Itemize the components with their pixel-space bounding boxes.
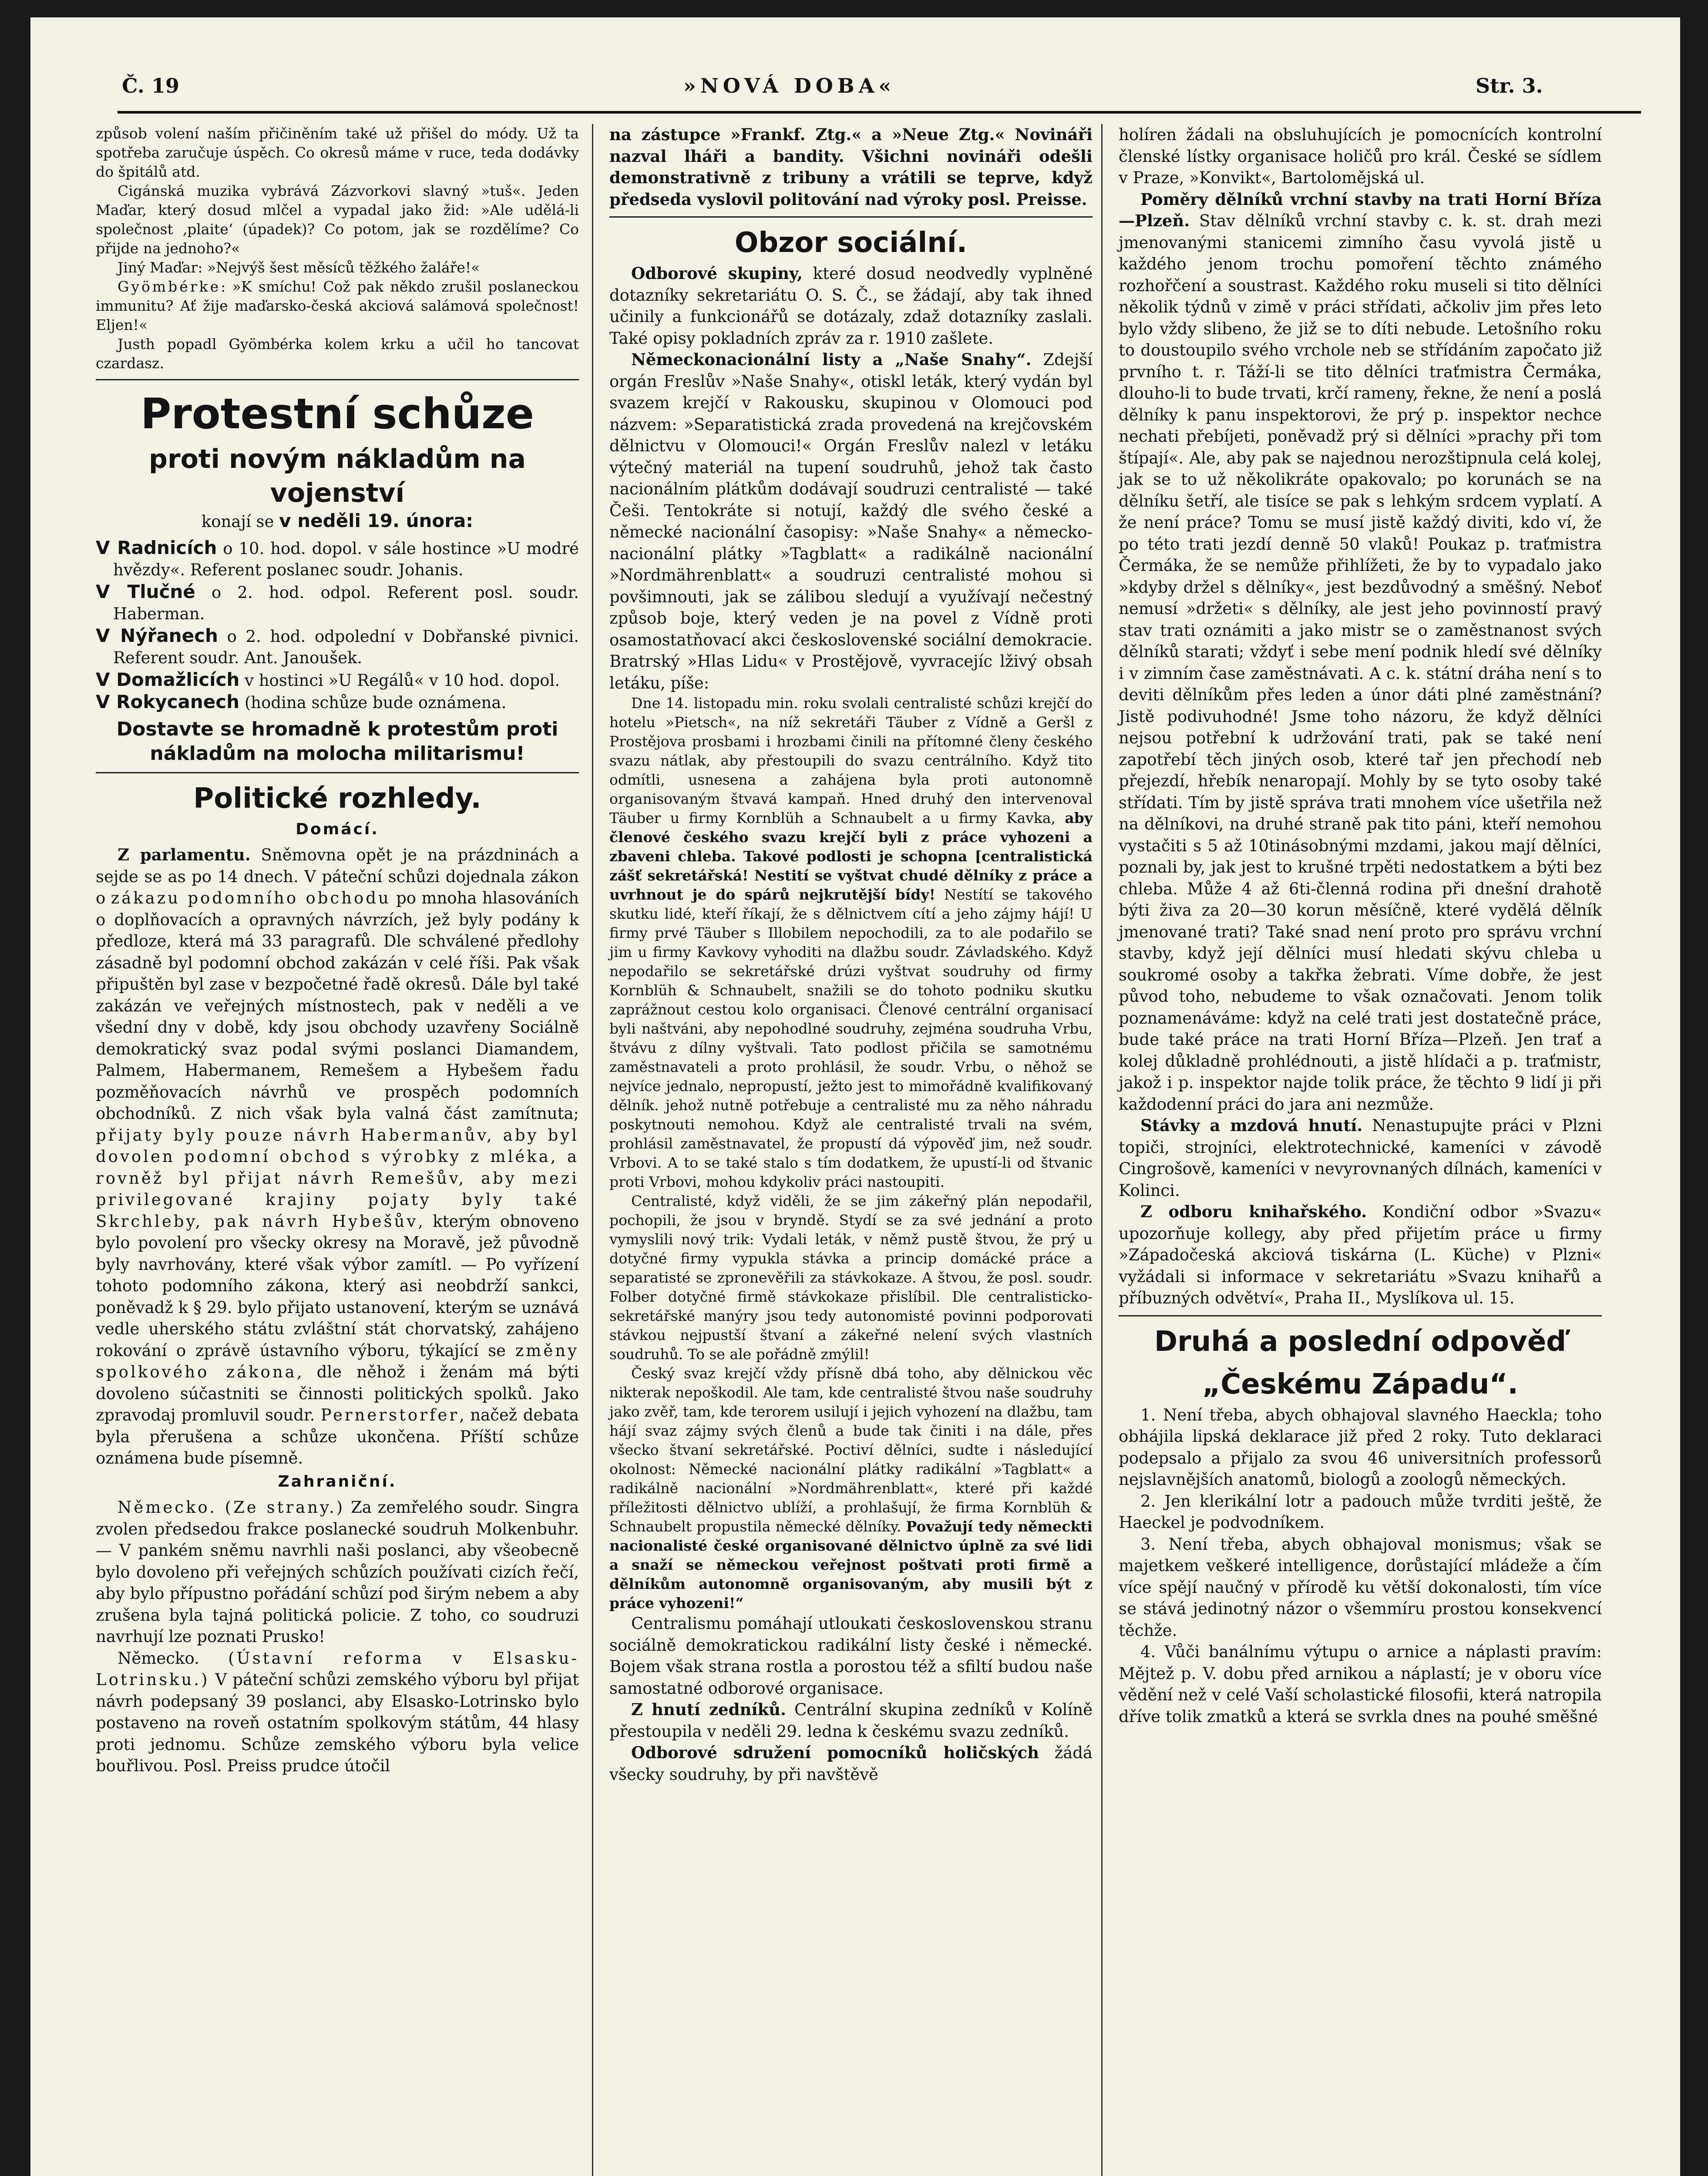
numbered-point: 1. Není třeba, abych obhajoval slavného Haeckla; toho obhájila lipská deklarace již před 2 roky. Tuto deklaraci podepsalo a přijalo za svou 46 universitních professorů nejslavnějších anatomů, biologů a zoologů německých. (1119, 1405, 1602, 1489)
meeting-item (96, 537, 579, 581)
numbered-point: 3. Není třeba, abych obhajoval monismus; však se majetkem veškeré intelligence, dorůstající mládeže a čím více spějí naučný v přírodě ku větší dokonalosti, tím více se stává jedinotný názor o všemmíru prostou konsekvencí těchže. (1119, 1535, 1602, 1640)
meeting-details: v hostinci »U Regálů« v 10 hod. dopol. (239, 671, 560, 690)
text: žádá všecky soudruhy, by při navštěvě (609, 1743, 1093, 1784)
paragraph: na zástupce »Frankf. Ztg.« a »Neue Ztg.« Novináři nazval lháři a bandity. Všichni novináři odešli demonstrativně z tribuny a vrátili se teprve, když předseda vyslovil politování nad výroky posl. Preisse. (609, 125, 1093, 209)
newspaper-page (30, 17, 1680, 2176)
paragraph: Centralisté, když viděli, že se jim zákeřný plán nepodařil, pochopili, že jsou v bryndě. Stydí se za své jednání a proto vymyslili nový trik: Vydali leták, v němž pustě štvou, že prý u dotyčné firmy vypukla stávka a princip domácké práce a separatisté se zpronevěřili za stávkokaze. A štvou, že posl. soudr. Folber dotyčné firmě stávkokaze přislíbil. Dle centralisticko-sekretářské manýry jsou tedy autonomisté povinni podporovati stávkou nejpustší štvaní a zákeřné nelení svých vlastních soudruhů. To se ale pořádně zmýlil! (609, 1192, 1093, 1363)
text: které dosud neodvedly vyplněné dotazníky sekretariátu O. S. Č., se žádají, aby tak ihned učinily a funkcionářů se dotázaly, zdaž dotazníky zaslali. Také opisy pokladních zpráv za r. 1910 zašlete. (609, 264, 1093, 348)
text: Stav dělníků vrchní stavby c. k. st. drah mezi jmenovanými stanicemi zimního času vyvolá jistě u každého jenom trochu pomoření těchto známého rozhořčení a soustrast. Každého roku museli si tito dělníci několik týdnů v zimě v práci střídati, ačkoliv jim přes leto bylo vždy slibeno, že již se to díti nebude. Letošního roku to doustoupilo svého vrchole neb se střídáním započato již prvního t. r. Táží-li se tito dělníci traťmistra Čermáka, dlouho-li to bude trvati, krčí rameny, řekne, že není a poslá dělníky k panu inspektorovi, že prý p. inspektor nechce nechati přebíjeti, poněvadž prý si dělníci »prachy při tom štípají«. Ale, aby pak se najednou nerozštipnula celá kolej, jak se to už několikráte opakovalo; po korunách se na dělníku šetří, ale tisíce se pak s lehkým srdcem vyplatí. A že není práce? Tomu se musí jistě každý diviti, kdo ví, že po této trati jezdí denně 50 vlaků! Poukaz p. traťmistra Čermáka, že se nemůže přihlížeti, že by to vypadalo jako »kdyby držel s dělníky«, jest bezdůvodný a směšný. Neboť nemusí »držeti« s dělníky, ale jest jeho povinností pravý stav trati oznámiti a jako mistr se o zaměstnanost svých dělníků starati; vždyť i sebe mení podnik hledí své dělníky i v zimním čase zaměstnávati. A c. k. státní dráha není s to deviti dělníkům přes leden a únor dáti plné zaměstnání? Jistě podivuhodné! Jsme toho názoru, že když dělníci nejsou potřební k udržování trati, pak se také není zapotřebí těch jiných osob, které tař jen přechodí neb přejezdí, hřebík nenaropají. Mohly by se tyto osoby také střídati. Tím by jistě správa trati mnohem více ušetřila než na dělníkovi, na druhé straně pak tito páni, kteří nemohou vystačiti s 5 až 10tinásobnými mzdami, jakou mají dělníci, poznali by, jak jest to krušné trpěti nedostatkem a býti bez chleba. Může 4 až 6ti-členná rodina při dnešní drahotě býti živa za 20—30 korun měsíčně, které vydělá dělník jmenované trati? Také snad není proto pro správu vrchní stavby, když její dělníci musí hledati skývu chleba u soukromé osoby a takřka žebrati. Víme dobře, že jest původ toho, nebudeme to však označovati. Jenom tolik poznamenáváme: když na celé trati jest dostatečně práce, bude také práce na trati Horní Bříza—Plzeň. Jen trať a kolej důkladně prohlédnouti, a jistě hlídači a p. traťmistr, jakož i p. inspektor najde tolik práce, že těchto 9 lidí ji při každodenní práci do jara ani nezmůže. (1119, 212, 1602, 1114)
meeting-place: V Domažlicích (96, 668, 240, 690)
paragraph (96, 1648, 579, 1777)
paragraph: způsob volení naším přičiněním také už přišel do módy. Už ta spotřeba zaručuje úspěch. Co okresů máme v ruce, teda dodávky do špitálů atd. (96, 125, 579, 180)
meeting-details: (hodina schůze bude oznámena. (239, 693, 507, 712)
paragraph: holíren žádali na obsluhujících je pomocnících kontrolní členské lístky organisace holičů pro král. České se sídlem v Praze, »Konvikt«, Bartolomějská ul. (1119, 125, 1602, 187)
subsection-heading: Zahraniční. (278, 1472, 397, 1491)
meeting-place: V Radnicích (96, 537, 217, 558)
protest-date (96, 510, 579, 533)
paragraph (609, 1699, 1093, 1742)
lead-in: Z parlamentu. (118, 845, 251, 864)
paragraph (96, 844, 579, 1469)
spaced-text: zákazu podomního obchodu (111, 889, 391, 907)
divider (96, 772, 579, 773)
spaced-text: (Ústavní reforma v Elsasku-Lotrinsku.) (96, 1649, 579, 1689)
text: Nestítí se takového skutku lidé, kteří říkají, že s dělnictvem cítí a jeho zájmy hájí! U firmy prvé Täuber s Illobilem nepochodili, za to ale podařilo se jim u firmy Kavkovy vyhoditi na dlažbu soudr. Závladského. Když nepodařilo se sekretářské drúzi vyštvat soudruhy od firmy Kornblüh & Schnaubelt, snažili se do tohoto podniku skutku zaprážnout cestou kolo organisaci. Členové centrální organisací byli naštváni, aby nepohodlné soudruhy, zejména soudruha Vrbu, štvávu z dílny vyštvali. Tato podlost přičila se samotnému zaměstnavateli a proto prohlásil, že soudr. Vrbu, o něhož se nejvíce jednalo, nepropustí, ježto jest to mimořádně kvalifikovaný dělník. jehož nutně potřebuje a centralisté mu za něho náhradu poskytnouti nemohou. Když ale centralisté trvali na svém, prohlásil zaměstnavatel, že propustí dá výpověď jim, než soudr. Vrbovi. A to se také stalo s tím dodatkem, že upustí-li od štvanic proti Vrbovi, mohou kdykoliv práci nastoupiti. (609, 886, 1093, 1190)
text: po mnoha hlasováních o doplňovacích a opravných návrzích, jež byly podány k předloze, která má 33 paragrafů. Dle schválené předlohy zásadně byl podomní obchod zakázán v celé říši. Pak však připuštěn byl zase v bezpočetné řadě okresů. Dále byl také zakázán ve veřejných místnostech, pak v neděli a ve všední dny v době, kdy jsou obchody uzavřeny Sociálně demokratický svaz podal svými poslanci Diamandem, Palmem, Habermanem, Remešem a Hybešem řadu pozměňovacích návrhů ve prospěch podomních obchodníků. Z nich však byla valná část zamítnuta; (96, 889, 579, 1123)
section-title: Obzor sociální. (734, 227, 968, 259)
bold-text: Považují tedy německti nacionalisté české organisované dělnictvo úplně za své lidi a snaží se německou veřejnost poštvati proti firmě a dělníkům autonomně organisovaným, aby musili být z práce vyhozeni!“ (609, 1518, 1093, 1612)
lead-in: Poměry dělníků vrchní stavby na trati Horní Bříza—Plzeň. (1119, 189, 1602, 230)
bold-text: aby členové českého svazu krejčí byli z práce vyhozeni a zbaveni chleba. Takové podlosti je schopna [centralistická zášť sekretářská! Nestití se vyštvat chudé dělníky z práce a uvrhnout je do spárů nejkrutější bídy! (609, 809, 1093, 903)
divider (96, 379, 579, 380)
lead-in: Z hnutí zedníků. (631, 1700, 786, 1719)
protest-subtitle: proti novým nákladům na vojenství (149, 444, 526, 508)
meeting-details: o 2. hod. odpolední v Dobřanské pivnici. Referent soudr. Ant. Janoušek. (113, 627, 579, 667)
spaced-text: Pernerstorfer (320, 1406, 460, 1424)
text: , načež debata byla přerušena a schůze ukončena. Příští schůze oznámena bude písemně. (96, 1406, 579, 1467)
lead-in: Odborové skupiny, (631, 264, 803, 283)
meeting-item (96, 669, 579, 692)
paragraph (609, 694, 1093, 1192)
text: Centrální skupina zedníků v Kolíně přestoupila v neděli 29. ledna k českému svazu zedníků. (609, 1700, 1093, 1741)
paragraph: Centralismu pomáhají utloukati československou stranu sociálně demokratickou radikální listy české i německé. Bojem však strana rostla a porostou též a sfiltí budou naše samostatné odborové organisace. (609, 1614, 1093, 1698)
meeting-place: V Tlučné (96, 581, 195, 602)
spaced-text: změny spolkového zákona (96, 1341, 579, 1381)
text: Zdejší orgán Freslův »Naše Snahy«, otiskl leták, který vydán byl svazem krejčí v Rakousku, skupinou v Olomouci pod názvem: »Separatistická zrada provedená na krejčovském dělnictvu v Olomouci!« Orgán Freslův nalezl v letáku výtečný materiál na tupení soudruhů, jehož tak často nacionálním plátkům dodávají soudruzi centralisté — také Češi. Tentokráte si notují, každý dle svého české a německé nacionální časopisy: »Naše Snahy« a německo-nacionální plátky »Tagblatt« a radikálně nacionální »Nordmährenblatt« a soudruzi centralisté mohou si povšimnouti, jak se zálibou sledují a využívají nečestný způsob boje, který veden je na povel z Vídně proti osamostatňovací akci československé sociální demokracie. Bratrský »Hlas Lidu« v Prostějově, vyvracejíc lživý obsah letáku, píše: (609, 350, 1093, 692)
column-3 (1119, 124, 1602, 1727)
column-2 (609, 124, 1093, 1785)
section-title: Politické rozhledy. (193, 782, 481, 815)
lead-in: Stávky a mzdová hnutí. (1140, 1116, 1363, 1135)
meeting-details: o 10. hod. dopol. v sále hostince »U modré hvězdy«. Referent poslanec soudr. Johanis. (113, 539, 579, 579)
text: Český svaz krejčí vždy přísně dbá toho, aby dělnickou věc nikterak nepoškodil. Ale tam, kde centralisté štvou naše soudruhy jako zvěř, tam, kde terorem usilují i jejich vyhození na dlažbu, tam hájí svaz zájmy svých členů a bude tak činiti i na dále, přes všecko štvaní sekretářské. Poctiví dělníci, sudte i následující okolnost: Německé nacionální plátky radikální »Tagblatt« a radikálně nacionální »Nordmährenblatt«, které při každé příležitosti dělnictvo ublíží, a prohlašují, že firma Kornblüh & Schnaubelt propustila německé dělníky. (609, 1365, 1093, 1535)
lead-in: Odborové sdružení pomocníků holičských (631, 1743, 1039, 1762)
political-overview (96, 781, 579, 1777)
paragraph: Cigánská muzika vybrává Zázvorkovi slavný »tuš«. Jeden Maďar, který dosud mlčel a vypadal jako žid: »Ale udělá-li společnost ‚plaite‘ (úpadek)? Co potom, jak se rozdělíme? Co přijde na jednoho?« (96, 182, 579, 257)
meeting-place: V Nýřanech (96, 625, 218, 646)
divider (609, 216, 1093, 218)
text: , kterým obnoveno bylo povolení pro všecky okresy na Moravě, jež původně byly navrhovány, které však výbor zamítl. — Po vyřízení tohoto podomního zákona, který asi neobdrží sankci, poněvadž k § 29. bylo přijato ustanovení, kterým se uznává vedle uherského státu zvláštní stát chorvatský, zahájeno rokování o zprávě ústavního výboru, týkající se (96, 1212, 579, 1360)
paragraph: Justh popadl Gyömbérka kolem krku a učil ho tancovat czardasz. (96, 336, 579, 372)
protest-meetings-notice (96, 388, 579, 766)
issue-number: Č. 19 (122, 74, 179, 97)
divider (1119, 1315, 1602, 1316)
paragraph (609, 263, 1093, 349)
paragraph: Jiný Maďar: »Nejvýš šest měsíců těžkého žaláře!« (118, 259, 480, 276)
article-title: Druhá a poslední odpověď (1154, 1325, 1567, 1358)
paragraph (609, 349, 1093, 694)
numbered-point: 4. Vůči banálnímu výtupu o arnice a náplasti pravím: Mějtež p. V. dobu před arnikou a náplastí; je v oboru více vědění než v celé Vaší scholastické filosofii, která natropila dříve tolik zmatků a která se svrkla dnes na pouhé směšné (1119, 1642, 1602, 1726)
spaced-text: přijaty byly pouze návrh Habermanův, aby byl dovolen podomní obchod s výrobky z mléka, a rovněž byl přijat návrh Remešův, aby mezi privilegované krajiny pojaty byly také Skrchleby, pak návrh Hybešův (96, 1125, 579, 1231)
continued-article (96, 124, 579, 373)
meeting-details: o 2. hod. odpol. Referent posl. soudr. Haberman. (113, 583, 579, 623)
column-1 (96, 124, 579, 1777)
paragraph (96, 277, 579, 335)
text: , dle něhož i ženám má býti dovoleno súčastniti se činnosti politických spolků. Jako zpravodaj promluvil soudr. (96, 1363, 579, 1424)
article-title: „Českému Západu“. (1202, 1368, 1518, 1400)
paragraph (1119, 189, 1602, 1115)
name-spaced: Gyömbérke (118, 278, 221, 295)
protest-callout: Dostavte se hromadně k protestům proti nákladům na molocha militarismu! (116, 718, 558, 765)
numbered-point: 2. Jen klerikální lotr a padouch může tvrditi ještě, že Haeckel je podvodníkem. (1119, 1491, 1602, 1532)
text: V páteční schůzi zemského výboru byl přijat návrh podepsaný 39 poslanci, aby Elsasko-Lotrinsko bylo postaveno na roveň ostatním spolkovým státům, 44 hlasy proti jednomu. Schůze zemského výboru byla velice bouřlivou. Posl. Preiss prudce útočil (96, 1670, 579, 1775)
paragraph (609, 1742, 1093, 1785)
masthead: »NOVÁ DOBA« (683, 74, 896, 97)
column-divider (592, 124, 593, 2176)
protest-title: Protestní schůze (140, 390, 535, 438)
header-rule (118, 111, 1641, 114)
page-number: Str. 3. (1476, 74, 1543, 97)
text: Dne 14. listopadu min. roku svolali centralisté schůzi krejčí do hotelu »Pietsch«, na níž sekretáři Täuber z Vídně a Geršl z Prostějova prosbami i hrozbami činili na přítomné členy českého svazu nátlak, aby přestoupili do svazu centrálního. Když tito odmítli, usnesena a zahájena byla proti autonomně organisovaným štvavá kampaň. Hned druhý den intervenoval Täuber u firmy Kornblüh a Schnaubelt a u firmy Kavka, (609, 695, 1093, 826)
meeting-item (96, 581, 579, 625)
text: Nenastupujte práci v Plzni topiči, strojníci, elektrotechnické, kameníci v závodě Cingrošově, kameníci v nevyrovnaných dílnách, kameníci v Kolinci. (1119, 1116, 1602, 1200)
subsection-heading: Domácí. (296, 820, 379, 838)
date-emphasis: v neděli 19. února: (279, 510, 474, 531)
quoted-passage (609, 694, 1093, 1613)
meeting-place: V Rokycanech (96, 691, 240, 712)
lead-in: Německo. (Ze strany.) (118, 1498, 345, 1517)
paragraph-text: : »K smíchu! Což pak někdo zrušil poslaneckou immunitu? Ať žije maďarsko-česká akciová salámová společnost! Eljen!« (96, 278, 579, 333)
paragraph (96, 1497, 579, 1648)
paragraph (609, 1364, 1093, 1613)
lead-in: Z odboru knihařského. (1140, 1202, 1367, 1221)
meeting-item (96, 625, 579, 669)
column-divider (1101, 124, 1103, 2176)
text: Sněmovna opět je na prázdninách a sejde se as po 14 dnech. V páteční schůzi dojednala zákon o (96, 846, 579, 907)
paragraph (1119, 1201, 1602, 1309)
meeting-item (96, 691, 579, 714)
text: Za zemřelého soudr. Singra zvolen předsedou frakce poslanecké soudruh Molkenbuhr. — V pankém sněmu navrhli naši poslanci, aby všeobecně bylo dovoleno při veřejných schůzích používati cizích řečí, aby bylo přípustno pořádání schůzí pod širým nebem a aby zrušena byla tajná politická policie. Z toho, co soudruzi navrhují lze poznati Prusko! (96, 1498, 579, 1646)
date-prefix: konají se (201, 512, 279, 531)
text: Kondiční odbor »Svazu« upozorňuje kollegy, aby před přijetím práce u firmy »Západočeská akciová tiskárna (L. Küche) v Plzni« vyžádali si informace v sekretariátu »Svazu knihařů a příbuzných odvětví«, Praha II., Myslíkova ul. 15. (1119, 1202, 1602, 1307)
lead-in: Německonacionální listy a „Naše Snahy“. (631, 350, 1032, 369)
lead-in: Německo. (118, 1649, 199, 1668)
numbered-points (1119, 1404, 1602, 1728)
paragraph (1119, 1115, 1602, 1201)
